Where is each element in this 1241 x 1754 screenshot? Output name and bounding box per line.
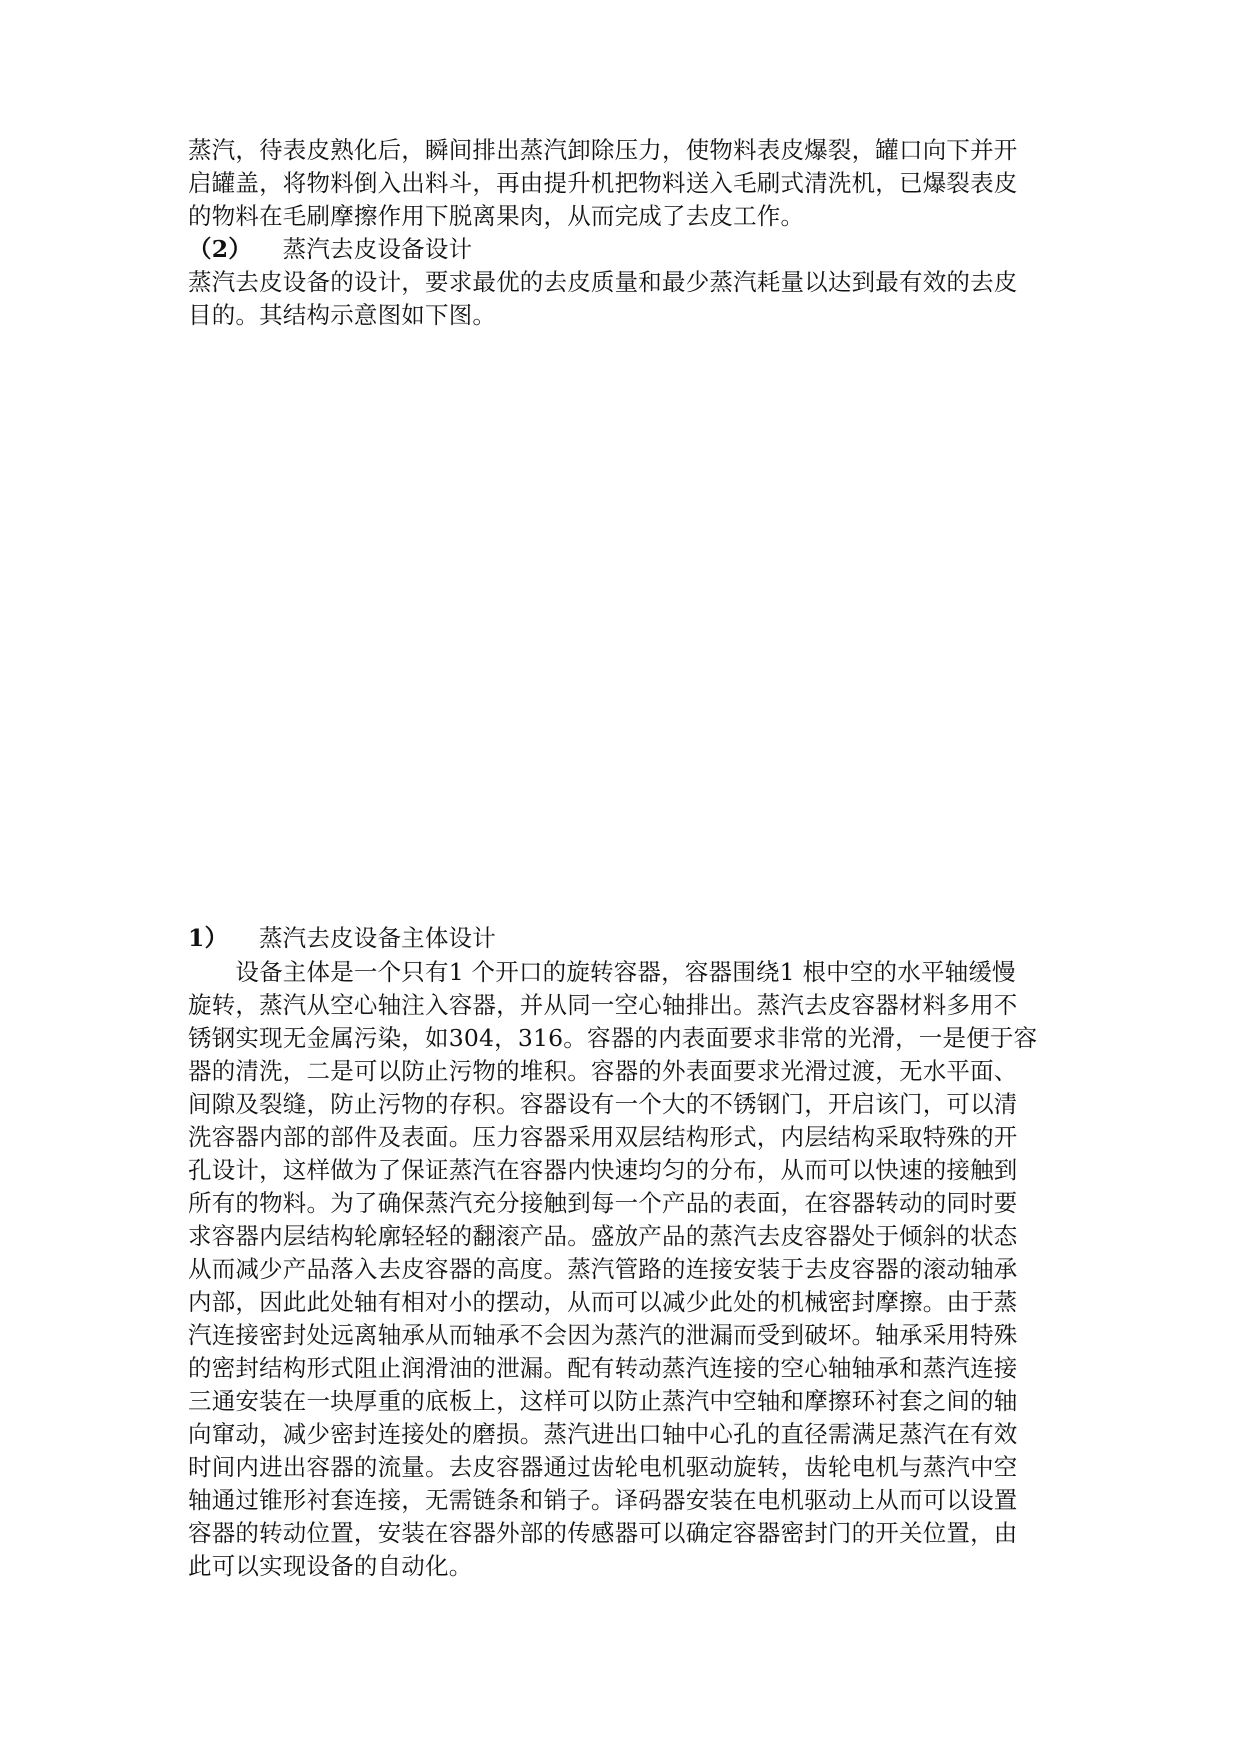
text-line: 内部，因此此处轴有相对小的摆动，从而可以减少此处的机械密封摩擦。由于蒸	[188, 1288, 1018, 1316]
heading-number: （2）	[188, 235, 252, 263]
text-line: 洗容器内部的部件及表面。压力容器采用双层结构形式，内层结构采取特殊的开	[188, 1123, 1018, 1151]
text-line: 目的。其结构示意图如下图。	[188, 301, 497, 329]
text-line: 所有的物料。为了确保蒸汽充分接触到每一个产品的表面，在容器转动的同时要	[188, 1189, 1018, 1217]
text-line: 旋转，蒸汽从空心轴注入容器，并从同一空心轴排出。蒸汽去皮容器材料多用不	[188, 991, 1018, 1019]
paragraph-design-goal	[188, 266, 1068, 332]
text-line: 蒸汽去皮设备的设计，要求最优的去皮质量和最少蒸汽耗量以达到最有效的去皮	[188, 268, 1018, 296]
text-line: 锈钢实现无金属污染，如304，316。容器的内表面要求非常的光滑，一是便于容	[188, 1024, 1038, 1052]
text-line: 间隙及裂缝，防止污物的存积。容器设有一个大的不锈钢门，开启该门，可以清	[188, 1090, 1018, 1118]
text-line: 启罐盖，将物料倒入出料斗，再由提升机把物料送入毛刷式清洗机，已爆裂表皮	[188, 169, 1018, 197]
text-line: 孔设计，这样做为了保证蒸汽在容器内快速均匀的分布，从而可以快速的接触到	[188, 1156, 1018, 1184]
text-line: 向窜动，减少密封连接处的磨损。蒸汽进出口轴中心孔的直径需满足蒸汽在有效	[188, 1420, 1018, 1448]
text-line: 求容器内层结构轮廓轻轻的翻滚产品。盛放产品的蒸汽去皮容器处于倾斜的状态	[188, 1222, 1018, 1250]
paragraph-peeling-process	[188, 134, 1068, 233]
heading-main-body-design	[188, 922, 1068, 955]
text-line: 时间内进出容器的流量。去皮容器通过齿轮电机驱动旋转，齿轮电机与蒸汽中空	[188, 1453, 1018, 1481]
heading-spacer	[260, 235, 275, 263]
text-line: 轴通过锥形衬套连接，无需链条和销子。译码器安装在电机驱动上从而可以设置	[188, 1486, 1018, 1514]
text-line: 容器的转动位置，安装在容器外部的传感器可以确定容器密封门的开关位置，由	[188, 1519, 1018, 1547]
heading-title: 蒸汽去皮设备主体设计	[258, 924, 496, 952]
heading-line	[188, 233, 1068, 266]
text-line: 从而减少产品落入去皮容器的高度。蒸汽管路的连接安装于去皮容器的滚动轴承	[188, 1255, 1018, 1283]
text-line: 汽连接密封处远离轴承从而轴承不会因为蒸汽的泄漏而受到破坏。轴承采用特殊	[188, 1321, 1018, 1349]
text-line: 此可以实现设备的自动化。	[188, 1552, 473, 1580]
figure-placeholder	[188, 348, 1068, 918]
heading-line	[188, 922, 1068, 955]
heading-number: 1）	[188, 924, 229, 952]
text-line: 的物料在毛刷摩擦作用下脱离果肉，从而完成了去皮工作。	[188, 202, 805, 230]
text-line: 设备主体是一个只有1 个开口的旋转容器，容器围绕1 根中空的水平轴缓慢	[188, 958, 1016, 986]
text-line: 三通安装在一块厚重的底板上，这样可以防止蒸汽中空轴和摩擦环衬套之间的轴	[188, 1387, 1018, 1415]
paragraph-main-body-description	[188, 956, 1068, 1583]
heading-steam-peeling-equipment-design	[188, 233, 1068, 266]
heading-title: 蒸汽去皮设备设计	[282, 235, 473, 263]
text-line: 的密封结构形式阻止润滑油的泄漏。配有转动蒸汽连接的空心轴轴承和蒸汽连接	[188, 1354, 1018, 1382]
text-line: 器的清洗，二是可以防止污物的堆积。容器的外表面要求光滑过渡，无水平面、	[188, 1057, 1018, 1085]
text-line: 蒸汽，待表皮熟化后，瞬间排出蒸汽卸除压力，使物料表皮爆裂，罐口向下并开	[188, 136, 1018, 164]
heading-spacer	[236, 924, 251, 952]
